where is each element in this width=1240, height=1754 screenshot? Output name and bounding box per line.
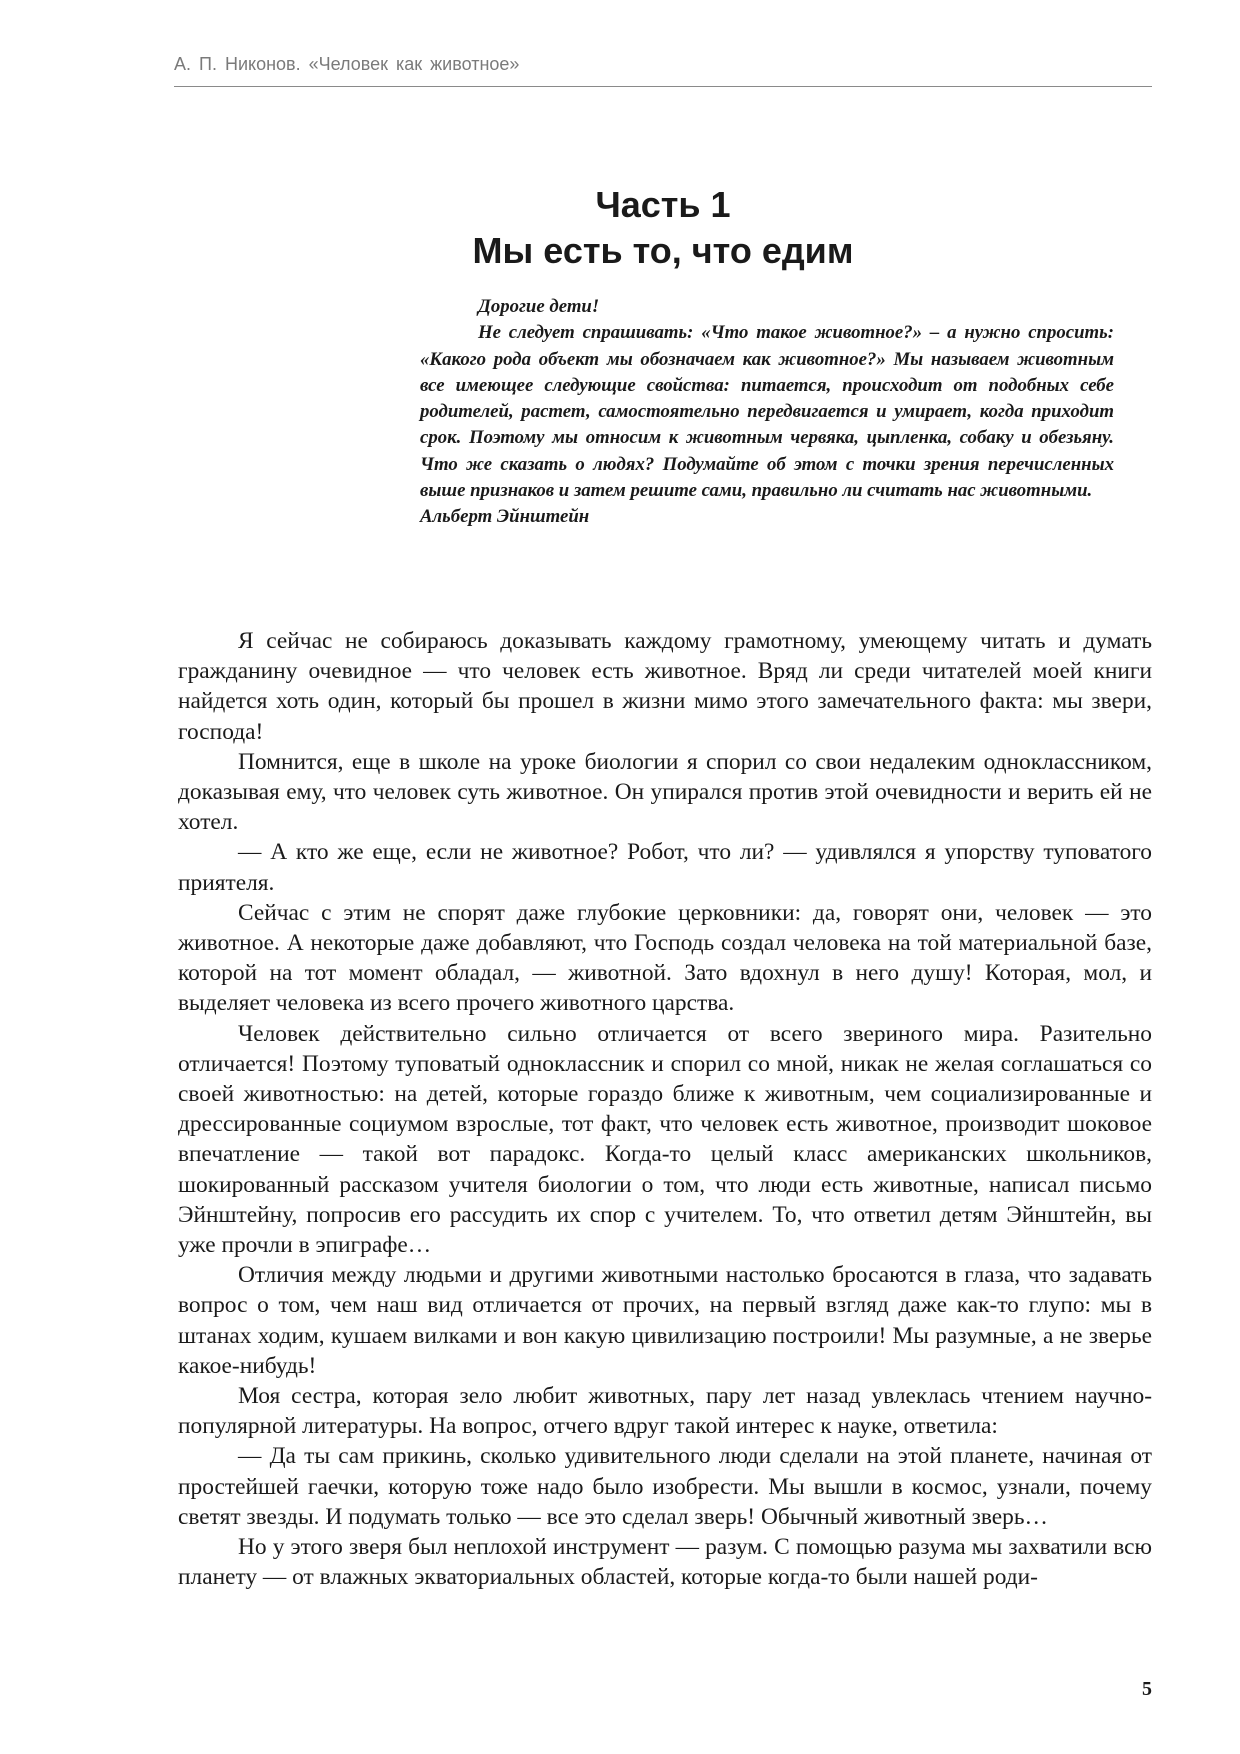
paragraph: — А кто же еще, если не животное? Робот, что ли? — удивлялся я упорству туповатого приятеля.: [178, 839, 1152, 896]
epigraph: [420, 294, 1114, 531]
paragraph: Человек действительно сильно отличается от всего звериного мира. Разительно отличается! Поэтому туповатый одноклассник и спорил со мной, никак не желая соглашаться со своей животностью: на детей, которые гораздо ближе к животным, чем социализированные и дрессированные социумом взрослые, тот факт, что человек есть животное, производит шоковое впечатление — такой вот парадокс. Когда-то целый класс американских школьников, шокированный рассказом учителя биологии о том, что люди есть животные, написал письмо Эйнштейну, попросив его рассудить их спор с учителем. То, что ответил детям Эйнштейн, вы уже прочли в эпиграфе…: [178, 1020, 1152, 1259]
epigraph-text: Не следует спрашивать: «Что такое животное?» – а нужно спросить: «Какого рода объект мы обозначаем как животное?» Мы называем животным все имеющее следующие свойства: питается, происходит от подобных себе родителей, растет, самостоятельно передвигается и умирает, когда приходит срок. Поэтому мы относим к животным червяка, цыпленка, собаку и обезьяну. Что же сказать о людях? Подумайте об этом с точки зрения перечисленных выше признаков и затем решите сами, правильно ли считать нас животными.: [420, 322, 1114, 502]
body-text: [178, 626, 1152, 1593]
header-rule: [174, 86, 1152, 87]
paragraph: Помнится, еще в школе на уроке биологии я спорил со свои недалеким одноклассником, доказывая ему, что человек суть животное. Он упирался против этой очевидности и верить ей не хотел.: [178, 748, 1152, 836]
chapter-title: Мы есть то, что едим: [472, 230, 854, 271]
epigraph-salutation: Дорогие дети!: [478, 296, 600, 317]
paragraph: Я сейчас не собираюсь доказывать каждому грамотному, умеющему читать и думать гражданину очевидное — что человек есть животное. Вряд ли среди читателей моей книги найдется хоть один, который бы прошел в жизни мимо этого замечательного факта: мы звери, господа!: [178, 628, 1152, 745]
running-header: А. П. Никонов. «Человек как животное»: [174, 54, 520, 74]
paragraph: Отличия между людьми и другими животными настолько бросаются в глаза, что задавать вопрос о том, чем наш вид отличается от прочих, на первый взгляд даже как-то глупо: мы в штанах ходим, кушаем вилками и вон какую цивилизацию построили! Мы разумные, а не зверье какое-нибудь!: [178, 1262, 1152, 1379]
paragraph: Моя сестра, которая зело любит животных, пару лет назад увлеклась чтением научно-популярной литературы. На вопрос, отчего вдруг такой интерес к науке, ответила:: [178, 1383, 1152, 1440]
paragraph: — Да ты сам прикинь, сколько удивительного люди сделали на этой планете, начиная от простейшей гаечки, которую тоже надо было изобрести. Мы вышли в космос, узнали, почему светят звезды. И подумать только — все это сделал зверь! Обычный животный зверь…: [178, 1443, 1152, 1530]
epigraph-author: Альберт Эйнштейн: [420, 506, 590, 528]
chapter-heading: [174, 182, 1152, 274]
paragraph: Сейчас с этим не спорят даже глубокие церковники: да, говорят они, человек — это животное. А некоторые даже добавляют, что Господь создал человека на той материальной базе, которой на тот момент обладал, — животной. Зато вдохнул в него душу! Которая, мол, и выделяет человека из всего прочего животного царства.: [178, 899, 1152, 1017]
chapter-part: Часть 1: [595, 184, 731, 225]
page-number: 5: [1142, 1678, 1152, 1700]
paragraph: Но у этого зверя был неплохой инструмент — разум. С помощью разума мы захватили всю планету — от влажных экваториальных областей, которые когда-то были нашей роди-: [178, 1534, 1152, 1591]
